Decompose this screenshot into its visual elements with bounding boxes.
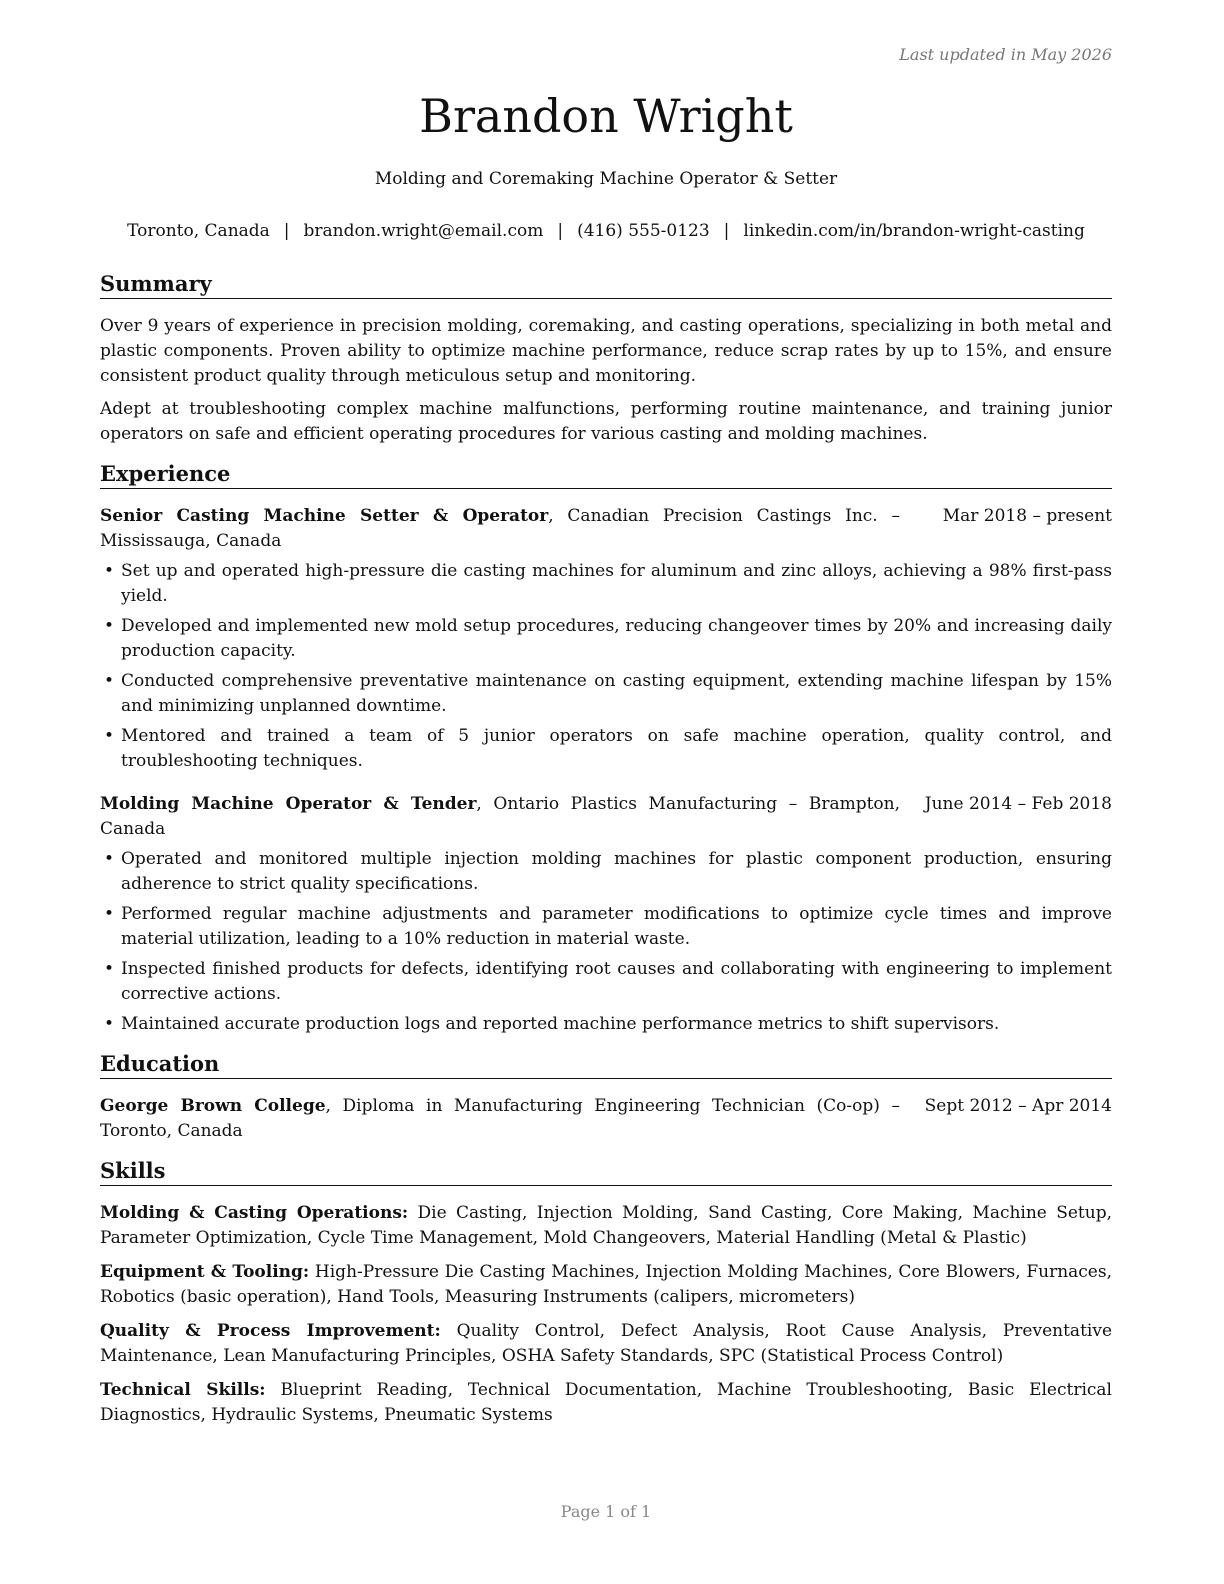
skills-section xyxy=(100,1158,1112,1428)
skill-group xyxy=(100,1319,1112,1369)
section-title-experience: Experience xyxy=(100,461,1112,489)
headline: Molding and Coremaking Machine Operator & Setter xyxy=(374,169,838,189)
job-title-line xyxy=(100,504,900,554)
education-school: George Brown College xyxy=(100,1096,326,1116)
job-title-line xyxy=(100,792,900,842)
skill-group xyxy=(100,1378,1112,1428)
contact-linkedin[interactable]: linkedin.com/in/brandon-wright-casting xyxy=(743,221,1085,241)
bullet-text: Conducted comprehensive preventative maintenance on casting equipment, extending machine lifespan by 15% and minimizing unplanned downtime. xyxy=(121,671,1112,716)
skill-group xyxy=(100,1260,1112,1310)
bullet-text: Developed and implemented new mold setup procedures, reducing changeover times by 20% and increasing daily production capacity. xyxy=(121,616,1112,661)
bullet-text: Performed regular machine adjustments and parameter modifications to optimize cycle times and improve material utilization, leading to a 10% reduction in material waste. xyxy=(121,904,1112,949)
bullet-text: Inspected finished products for defects, identifying root causes and collaborating with engineering to implement corrective actions. xyxy=(121,959,1112,1004)
job-bullets xyxy=(100,559,1112,774)
education-dates: Sept 2012 – Apr 2014 xyxy=(924,1096,1112,1116)
education-section xyxy=(100,1051,1112,1144)
page-number: Page 1 of 1 xyxy=(560,1502,652,1521)
job-org: , Canadian Precision Castings Inc. – Mississauga, Canada xyxy=(100,506,900,551)
contact-location: Toronto, Canada xyxy=(127,221,270,241)
list-item xyxy=(100,957,1112,1007)
skill-group-label: Technical Skills: xyxy=(100,1380,266,1400)
bullet-icon: • xyxy=(104,616,115,636)
skill-group-items: Quality Control, Defect Analysis, Root Cause Analysis, Preventative Maintenance, Lean Manufacturing Principles, OSHA Safety Standards, SPC (Statistical Process Control) xyxy=(100,1321,1113,1366)
summary-section xyxy=(100,271,1112,447)
bullet-icon: • xyxy=(104,561,115,581)
skill-group-items: Die Casting, Injection Molding, Sand Casting, Core Making, Machine Setup, Parameter Optimization, Cycle Time Management, Mold Changeovers, Material Handling (Metal & Plastic) xyxy=(100,1203,1112,1248)
list-item xyxy=(100,902,1112,952)
candidate-name: Brandon Wright xyxy=(419,89,793,143)
education-entry xyxy=(100,1094,1112,1144)
last-updated: Last updated in May 2026 xyxy=(899,45,1112,64)
contact-separator: | xyxy=(283,221,290,241)
education-title-line xyxy=(100,1094,900,1144)
bullet-text: Operated and monitored multiple injection molding machines for plastic component production, ensuring adherence to strict quality specifications. xyxy=(121,849,1112,894)
section-title-skills: Skills xyxy=(100,1158,1112,1186)
skill-group-label: Molding & Casting Operations: xyxy=(100,1203,409,1223)
summary-paragraph: Adept at troubleshooting complex machine malfunctions, performing routine maintenance, and training junior operators on safe and efficient operating procedures for various casting and molding machines. xyxy=(100,399,1112,444)
education-detail: , Diploma in Manufacturing Engineering Technician (Co-op) – Toronto, Canada xyxy=(100,1096,900,1141)
list-item xyxy=(100,724,1112,774)
bullet-icon: • xyxy=(104,726,115,746)
list-item xyxy=(100,669,1112,719)
bullet-text: Mentored and trained a team of 5 junior operators on safe machine operation, quality control, and troubleshooting techniques. xyxy=(121,726,1112,771)
bullet-icon: • xyxy=(104,1014,115,1034)
section-title-summary: Summary xyxy=(100,271,1112,299)
resume-content xyxy=(100,271,1112,1442)
bullet-icon: • xyxy=(104,904,115,924)
job-role: Molding Machine Operator & Tender xyxy=(100,794,477,814)
bullet-icon: • xyxy=(104,849,115,869)
bullet-text: Set up and operated high-pressure die casting machines for aluminum and zinc alloys, achieving a 98% first-pass yield. xyxy=(121,561,1112,606)
job-entry xyxy=(100,504,1112,774)
job-org: , Ontario Plastics Manufacturing – Brampton, Canada xyxy=(100,794,900,839)
job-header xyxy=(100,504,1112,554)
list-item xyxy=(100,847,1112,897)
job-dates: June 2014 – Feb 2018 xyxy=(924,794,1112,814)
contact-email[interactable]: brandon.wright@email.com xyxy=(303,221,544,241)
job-dates: Mar 2018 – present xyxy=(942,506,1112,526)
resume-page xyxy=(100,0,1112,1584)
job-entry xyxy=(100,792,1112,1037)
bullet-icon: • xyxy=(104,959,115,979)
summary-paragraph: Over 9 years of experience in precision molding, coremaking, and casting operations, specializing in both metal and plastic components. Proven ability to optimize machine performance, reduce scrap rates by up to 15%, and ensure consistent product quality through meticulous setup and monitoring. xyxy=(100,316,1112,386)
bullet-icon: • xyxy=(104,671,115,691)
job-header xyxy=(100,792,1112,842)
list-item xyxy=(100,1012,1112,1037)
skill-group-items: Blueprint Reading, Technical Documentation, Machine Troubleshooting, Basic Electrical Diagnostics, Hydraulic Systems, Pneumatic Systems xyxy=(100,1380,1112,1425)
contact-separator: | xyxy=(557,221,564,241)
section-title-education: Education xyxy=(100,1051,1112,1079)
skill-group-items: High-Pressure Die Casting Machines, Injection Molding Machines, Core Blowers, Furnaces, Robotics (basic operation), Hand Tools, Measuring Instruments (calipers, micrometers) xyxy=(100,1262,1112,1307)
education-header xyxy=(100,1094,1112,1144)
skill-group-label: Quality & Process Improvement: xyxy=(100,1321,441,1341)
job-bullets xyxy=(100,847,1112,1037)
list-item xyxy=(100,614,1112,664)
skill-group-label: Equipment & Tooling: xyxy=(100,1262,310,1282)
contact-line xyxy=(80,219,1132,243)
job-role: Senior Casting Machine Setter & Operator xyxy=(100,506,549,526)
experience-section xyxy=(100,461,1112,1037)
list-item xyxy=(100,559,1112,609)
skill-group xyxy=(100,1201,1112,1251)
contact-separator: | xyxy=(723,221,730,241)
bullet-text: Maintained accurate production logs and reported machine performance metrics to shift supervisors. xyxy=(121,1014,1000,1034)
contact-phone[interactable]: (416) 555-0123 xyxy=(577,221,710,241)
